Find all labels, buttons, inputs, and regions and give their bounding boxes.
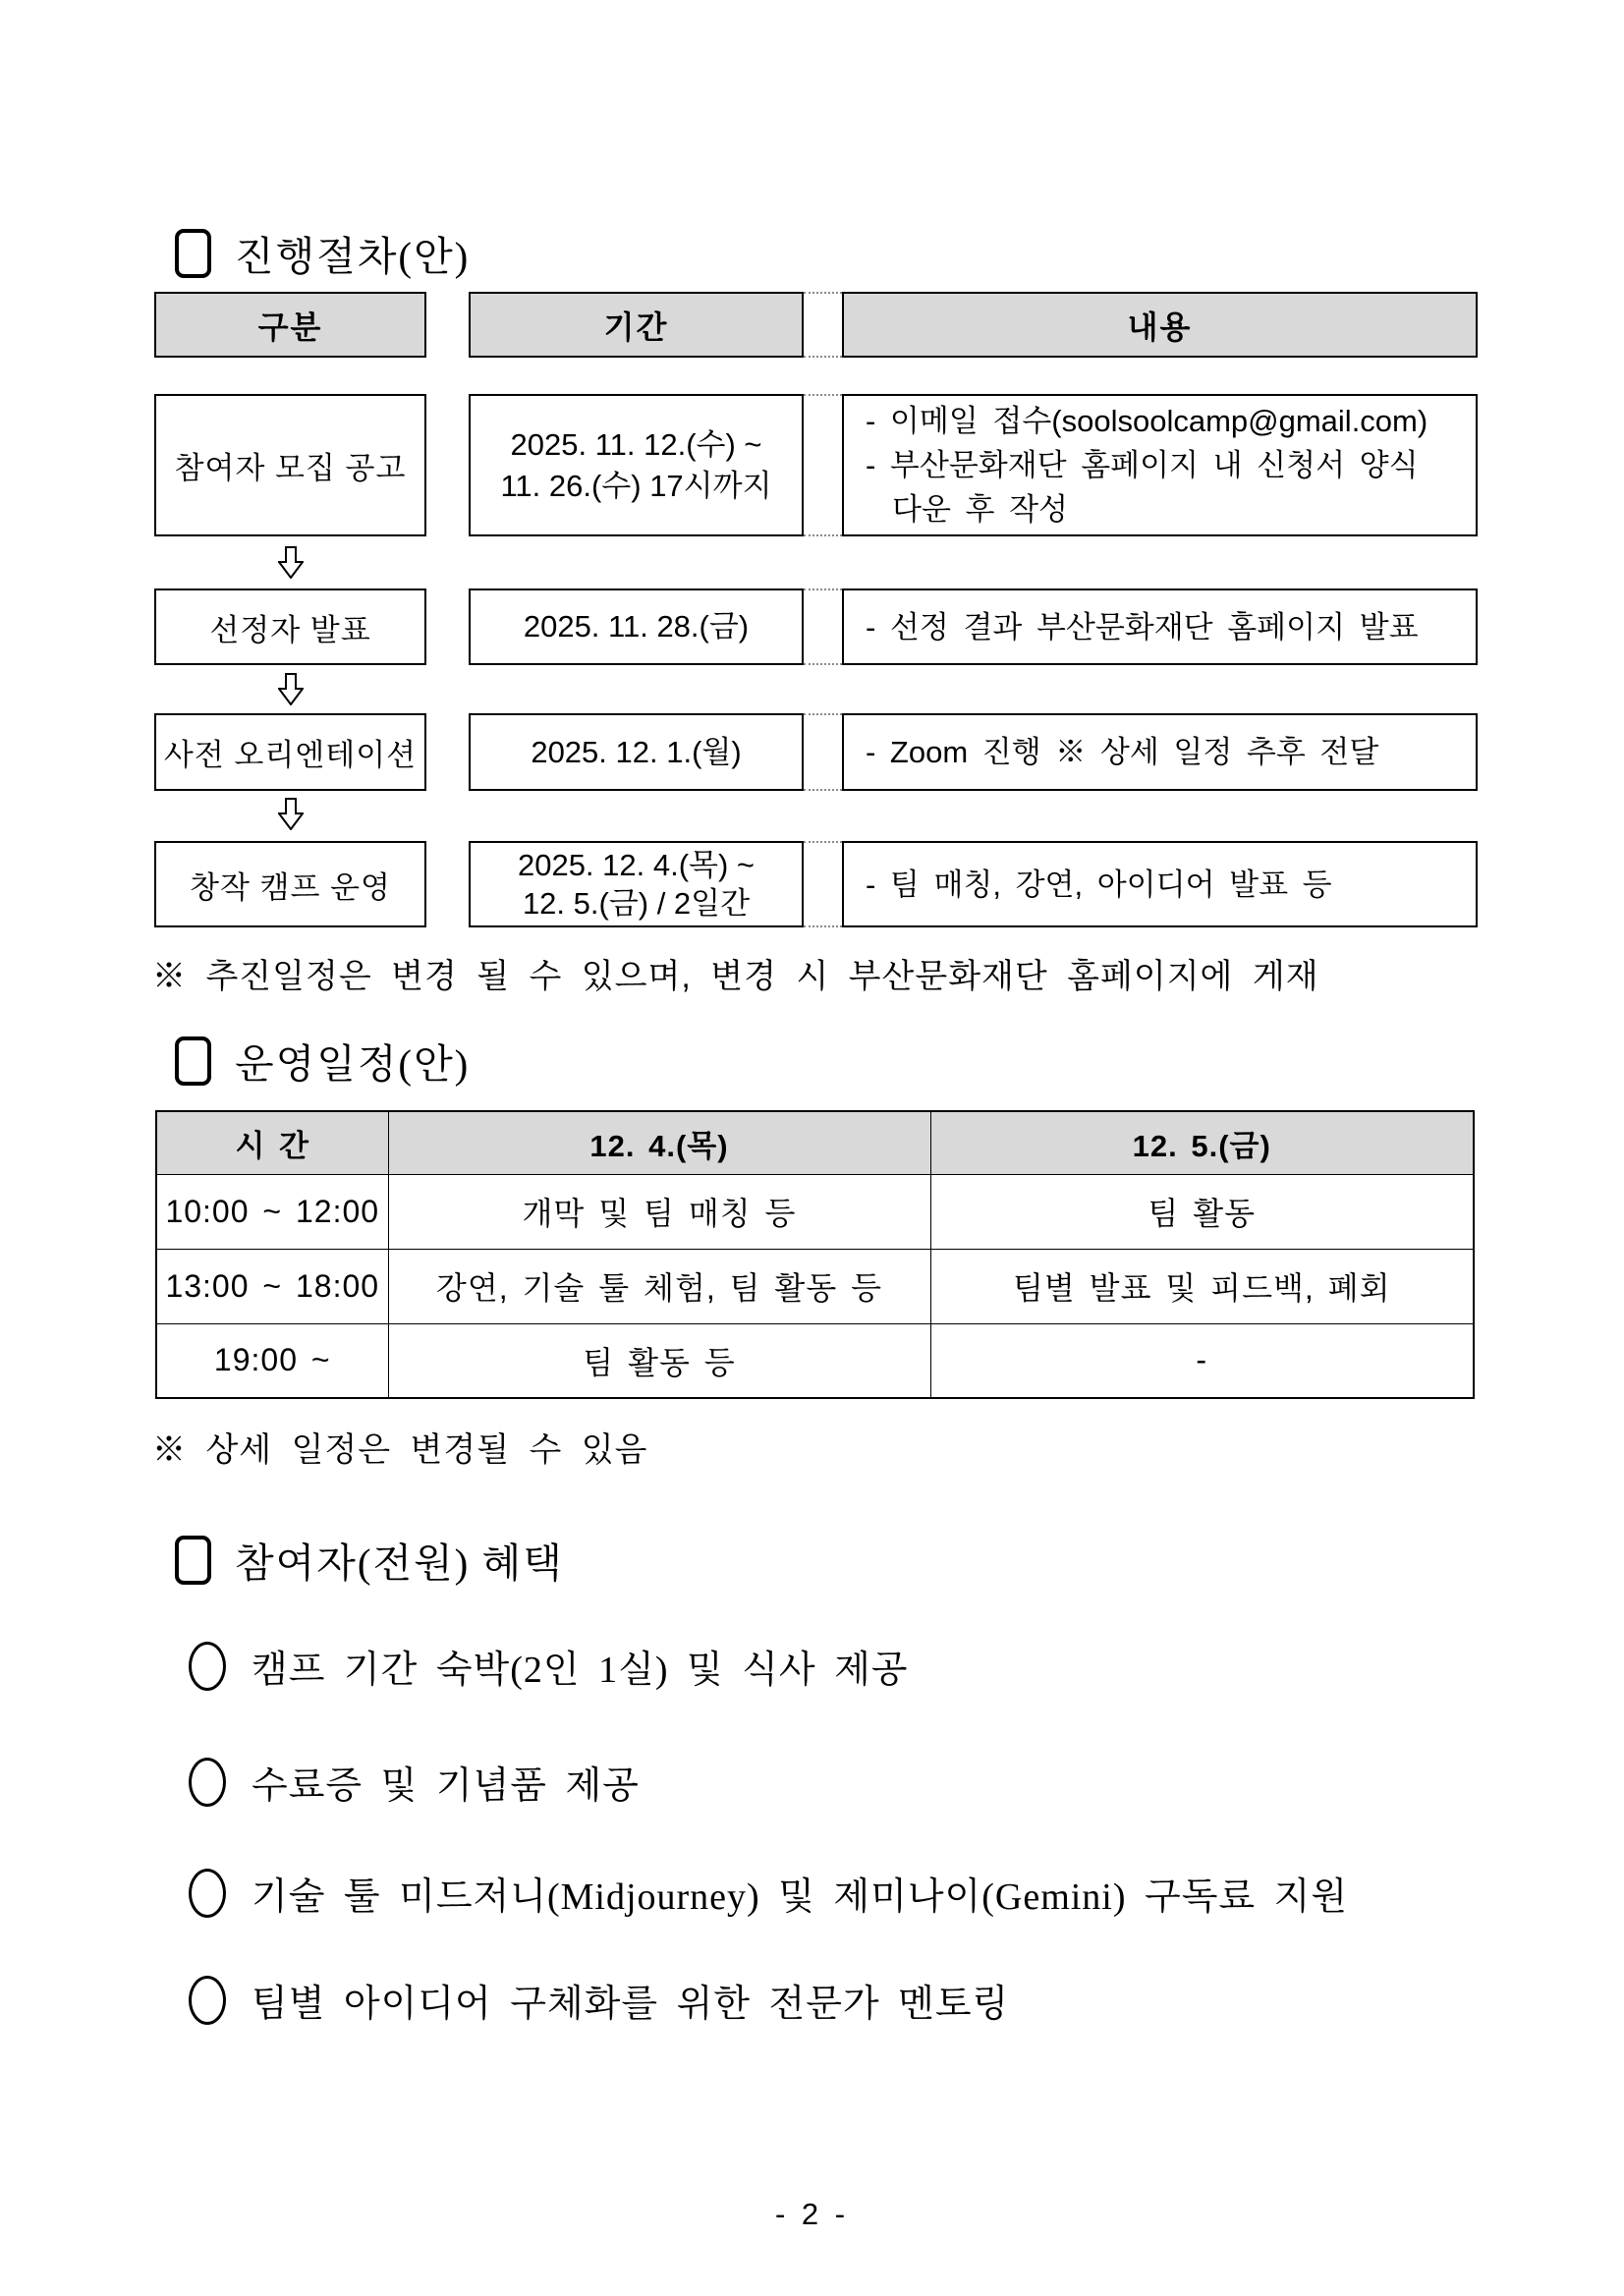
schedule-time-cell: 19:00 ~: [156, 1323, 388, 1398]
procedure-header-category: [154, 292, 426, 358]
procedure-row1-content: [842, 394, 1478, 536]
benefits-title-text: 참여자(전원) 혜택: [235, 1540, 564, 1586]
dotted-separator: [804, 394, 842, 396]
circle-bullet-icon: [189, 1869, 226, 1918]
procedure-section-title: [175, 224, 470, 282]
benefits-section-title: [175, 1531, 564, 1589]
dotted-separator: [804, 841, 842, 843]
schedule-header-row: [156, 1111, 1474, 1174]
schedule-day1-cell: 팀 활동 등: [388, 1323, 930, 1398]
dotted-separator: [804, 588, 842, 590]
benefit-item: [189, 1973, 1009, 2027]
benefit-item: [189, 1639, 909, 1693]
circle-bullet-icon: [189, 1642, 226, 1691]
schedule-table: [155, 1110, 1475, 1399]
dotted-separator: [804, 292, 842, 294]
category-label: 사전 오리엔테이션: [163, 738, 418, 772]
page-number: - 2 -: [774, 2197, 850, 2231]
header-label: 내용: [1127, 308, 1193, 345]
benefit-item: [189, 1755, 640, 1809]
benefit-text: 기술 툴 미드저니(Midjourney) 및 제미나이(Gemini) 구독료 지원: [252, 1876, 1349, 1918]
benefit-item: [189, 1866, 1348, 1920]
schedule-time-cell: 13:00 ~ 18:00: [156, 1249, 388, 1323]
down-arrow-icon: [278, 546, 304, 579]
schedule-day1-cell: 개막 및 팀 매칭 등: [388, 1174, 930, 1249]
period-line: 2025. 12. 4.(목) ~: [517, 848, 756, 882]
schedule-row: [156, 1174, 1474, 1249]
procedure-row3-period: [469, 713, 804, 791]
category-label: 창작 캠프 운영: [190, 869, 391, 905]
schedule-note: ※ 상세 일정은 변경될 수 있음: [152, 1431, 648, 1469]
procedure-header-period: [469, 292, 804, 358]
dotted-separator: [804, 789, 842, 791]
header-label: 구분: [257, 308, 323, 345]
procedure-row1-category: [154, 394, 426, 536]
benefit-text: 캠프 기간 숙박(2인 1실) 및 식사 제공: [252, 1650, 909, 1691]
schedule-row: [156, 1323, 1474, 1398]
period-line: 2025. 12. 1.(월): [531, 734, 742, 769]
circle-bullet-icon: [189, 1758, 226, 1807]
content-line: - 팀 매칭, 강연, 아이디어 발표 등: [866, 867, 1332, 902]
schedule-section-title: [175, 1032, 470, 1090]
schedule-time-cell: 10:00 ~ 12:00: [156, 1174, 388, 1249]
category-label: 선정자 발표: [209, 612, 371, 647]
procedure-row4-category: [154, 841, 426, 927]
content-line: 다운 후 작성: [892, 492, 1068, 527]
circle-bullet-icon: [189, 1976, 226, 2025]
dotted-separator: [804, 534, 842, 536]
benefit-text: 팀별 아이디어 구체화를 위한 전문가 멘토링: [252, 1984, 1010, 2025]
dotted-separator: [804, 663, 842, 665]
procedure-header-content: [842, 292, 1478, 358]
schedule-day1-cell: 강연, 기술 툴 체험, 팀 활동 등: [388, 1249, 930, 1323]
procedure-title-text: 진행절차(안): [235, 234, 471, 279]
procedure-row3-content: [842, 713, 1478, 791]
procedure-row1-period: [469, 394, 804, 536]
checkbox-icon: [175, 229, 211, 278]
content-line: - Zoom 진행 ※ 상세 일정 추후 전달: [866, 735, 1379, 769]
schedule-day2-cell: -: [930, 1323, 1474, 1398]
checkbox-icon: [175, 1536, 211, 1585]
schedule-header-day2: 12. 5.(금): [930, 1111, 1474, 1174]
category-label: 참여자 모집 공고: [174, 451, 407, 485]
dotted-separator: [804, 356, 842, 358]
procedure-row2-content: [842, 588, 1478, 665]
schedule-header-day1: 12. 4.(목): [388, 1111, 930, 1174]
dotted-separator: [804, 925, 842, 927]
down-arrow-icon: [278, 798, 304, 830]
content-line: - 선정 결과 부산문화재단 홈페이지 발표: [866, 609, 1419, 644]
content-line: - 부산문화재단 홈페이지 내 신청서 양식: [866, 448, 1419, 482]
schedule-title-text: 운영일정(안): [235, 1041, 471, 1087]
procedure-note: ※ 추진일정은 변경 될 수 있으며, 변경 시 부산문화재단 홈페이지에 게재: [152, 958, 1319, 995]
period-line: 2025. 11. 28.(금): [523, 609, 750, 644]
content-line: - 이메일 접수(soolsoolcamp@gmail.com): [866, 404, 1428, 438]
procedure-row3-category: [154, 713, 426, 791]
benefit-text: 수료증 및 기념품 제공: [252, 1765, 640, 1807]
checkbox-icon: [175, 1036, 211, 1086]
schedule-row: [156, 1249, 1474, 1323]
header-label: 기간: [603, 308, 669, 345]
schedule-day2-cell: 팀 활동: [930, 1174, 1474, 1249]
procedure-row4-content: [842, 841, 1478, 927]
period-line: 11. 26.(수) 17시까지: [500, 468, 772, 503]
procedure-row2-period: [469, 588, 804, 665]
down-arrow-icon: [278, 673, 304, 705]
procedure-row4-period: [469, 841, 804, 927]
period-line: 2025. 11. 12.(수) ~: [510, 426, 762, 462]
schedule-header-time: 시 간: [156, 1111, 388, 1174]
period-line: 12. 5.(금) / 2일간: [522, 886, 751, 921]
dotted-separator: [804, 713, 842, 715]
schedule-day2-cell: 팀별 발표 및 피드백, 폐회: [930, 1249, 1474, 1323]
procedure-row2-category: [154, 588, 426, 665]
